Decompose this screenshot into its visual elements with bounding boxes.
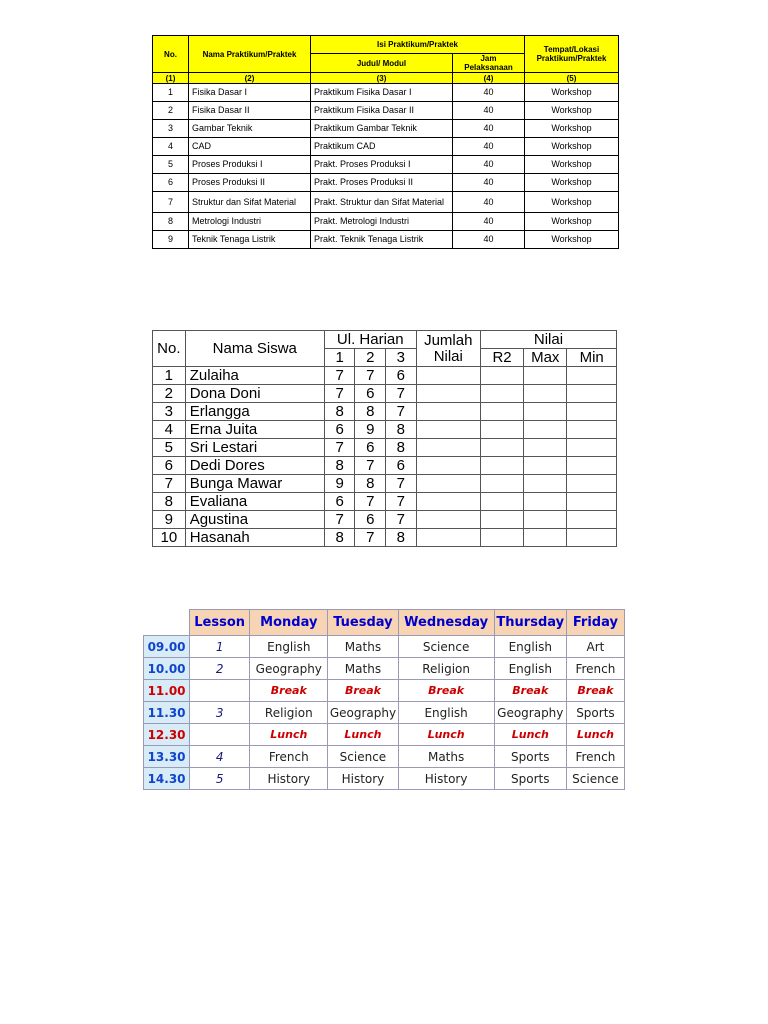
cell-subject: Sports [566,702,624,724]
cell-harian-1: 7 [324,385,355,403]
cell-subject: Religion [250,702,328,724]
cell-nama-siswa: Hasanah [185,529,324,547]
cell-break: Break [494,680,566,702]
header-tempat: Tempat/Lokasi Praktikum/Praktek [525,36,619,73]
cell-harian-3: 7 [386,493,417,511]
cell-harian-2: 9 [355,421,386,439]
cell-lesson-number: 4 [190,746,250,768]
header-no: No. [153,331,186,367]
header-r2: R2 [480,349,523,367]
cell-judul: Prakt. Metrologi Industri [311,213,453,231]
cell-no: 5 [153,156,189,174]
table-row [153,174,619,192]
cell-r2 [480,439,523,457]
table-row [153,403,617,421]
cell-subject: Sports [494,768,566,790]
cell-r2 [480,529,523,547]
cell-harian-1: 6 [324,493,355,511]
table-row [153,213,619,231]
timetable-row [144,680,625,702]
praktikum-table-body [153,84,619,249]
cell-jam: 40 [453,231,525,249]
cell-subject: Science [328,746,398,768]
cell-judul: Prakt. Struktur dan Sifat Material [311,192,453,213]
cell-no: 7 [153,192,189,213]
timetable-row [144,702,625,724]
table-row [153,102,619,120]
cell-tempat: Workshop [525,138,619,156]
cell-jam: 40 [453,156,525,174]
cell-time: 11.00 [144,680,190,702]
cell-subject: Maths [328,636,398,658]
cell-tempat: Workshop [525,156,619,174]
cell-max [524,385,567,403]
cell-nama-siswa: Agustina [185,511,324,529]
cell-harian-2: 6 [355,439,386,457]
cell-tempat: Workshop [525,192,619,213]
cell-break: Break [566,680,624,702]
table-row [153,231,619,249]
cell-tempat: Workshop [525,231,619,249]
cell-judul: Praktikum Fisika Dasar I [311,84,453,102]
cell-nama: CAD [189,138,311,156]
cell-harian-2: 8 [355,403,386,421]
cell-no: 6 [153,457,186,475]
cell-nama: Metrologi Industri [189,213,311,231]
cell-harian-2: 7 [355,529,386,547]
cell-harian-3: 7 [386,403,417,421]
table-row [153,192,619,213]
cell-max [524,439,567,457]
header-corner [144,610,190,636]
cell-time: 12.30 [144,724,190,746]
cell-max [524,457,567,475]
cell-subject: Science [398,636,494,658]
header-min: Min [567,349,617,367]
cell-no: 2 [153,102,189,120]
cell-jam: 40 [453,192,525,213]
cell-harian-2: 7 [355,367,386,385]
header-nama-siswa: Nama Siswa [185,331,324,367]
table-row [153,84,619,102]
cell-jumlah-nilai [416,511,480,529]
table-row [153,367,617,385]
cell-jam: 40 [453,213,525,231]
cell-max [524,493,567,511]
cell-harian-2: 6 [355,511,386,529]
cell-subject: Science [566,768,624,790]
timetable-row [144,658,625,680]
cell-time: 10.00 [144,658,190,680]
cell-lesson-number: 1 [190,636,250,658]
col-number: (2) [189,73,311,84]
cell-r2 [480,367,523,385]
header-jumlah-label: Jumlah [424,331,473,349]
header-ul-harian: Ul. Harian [324,331,416,349]
cell-subject: Geography [250,658,328,680]
header-harian-1: 1 [324,349,355,367]
cell-max [524,529,567,547]
cell-r2 [480,421,523,439]
cell-harian-3: 8 [386,529,417,547]
cell-no: 4 [153,138,189,156]
header-monday: Monday [250,610,328,636]
header-tuesday: Tuesday [328,610,398,636]
cell-r2 [480,493,523,511]
cell-subject: English [494,658,566,680]
cell-jam: 40 [453,174,525,192]
cell-nama: Fisika Dasar I [189,84,311,102]
cell-jumlah-nilai [416,493,480,511]
cell-min [567,493,617,511]
nilai-siswa-table [152,330,617,547]
cell-jam: 40 [453,84,525,102]
cell-tempat: Workshop [525,102,619,120]
table-row [153,385,617,403]
cell-judul: Prakt. Proses Produksi I [311,156,453,174]
cell-break: Lunch [398,724,494,746]
header-friday: Friday [566,610,624,636]
cell-nama-siswa: Erlangga [185,403,324,421]
cell-min [567,529,617,547]
cell-judul: Praktikum CAD [311,138,453,156]
cell-min [567,421,617,439]
cell-no: 3 [153,403,186,421]
cell-tempat: Workshop [525,120,619,138]
cell-subject: French [566,658,624,680]
header-nilai: Nilai [480,331,616,349]
cell-tempat: Workshop [525,213,619,231]
cell-harian-2: 8 [355,475,386,493]
cell-max [524,511,567,529]
header-harian-2: 2 [355,349,386,367]
cell-jumlah-nilai [416,403,480,421]
cell-break: Break [250,680,328,702]
cell-subject: Maths [398,746,494,768]
cell-min [567,385,617,403]
cell-tempat: Workshop [525,84,619,102]
cell-harian-1: 7 [324,439,355,457]
cell-harian-1: 6 [324,421,355,439]
col-number: (1) [153,73,189,84]
cell-max [524,421,567,439]
cell-harian-2: 7 [355,493,386,511]
cell-no: 3 [153,120,189,138]
cell-break: Lunch [328,724,398,746]
cell-break: Lunch [250,724,328,746]
praktikum-table [152,35,619,249]
cell-jam: 40 [453,120,525,138]
header-jam-pelaksanaan: Jam Pelaksanaan [453,54,525,73]
timetable-row [144,636,625,658]
cell-subject: History [250,768,328,790]
cell-nama: Proses Produksi II [189,174,311,192]
cell-no: 6 [153,174,189,192]
cell-lesson-number [190,724,250,746]
table-row [153,138,619,156]
cell-harian-3: 8 [386,439,417,457]
cell-subject: History [328,768,398,790]
header-jumlah-nilai-label: Nilai [433,347,463,365]
header-isi-praktikum: Isi Praktikum/Praktek [311,36,525,54]
cell-break: Lunch [566,724,624,746]
cell-judul: Prakt. Teknik Tenaga Listrik [311,231,453,249]
cell-jumlah-nilai [416,457,480,475]
cell-no: 10 [153,529,186,547]
cell-min [567,511,617,529]
cell-no: 8 [153,493,186,511]
header-jumlah-nilai [416,331,480,367]
cell-lesson-number: 5 [190,768,250,790]
cell-no: 7 [153,475,186,493]
cell-nama-siswa: Dona Doni [185,385,324,403]
cell-harian-1: 8 [324,403,355,421]
cell-subject: Sports [494,746,566,768]
header-harian-3: 3 [386,349,417,367]
cell-max [524,367,567,385]
cell-nama: Teknik Tenaga Listrik [189,231,311,249]
timetable-body [144,636,625,790]
header-thursday: Thursday [494,610,566,636]
cell-subject: Art [566,636,624,658]
table-row [153,493,617,511]
cell-break: Break [398,680,494,702]
timetable-row [144,724,625,746]
table-row [153,511,617,529]
cell-r2 [480,457,523,475]
cell-no: 9 [153,231,189,249]
timetable-row [144,746,625,768]
cell-min [567,457,617,475]
cell-no: 8 [153,213,189,231]
cell-lesson-number: 3 [190,702,250,724]
cell-nama-siswa: Evaliana [185,493,324,511]
cell-break: Lunch [494,724,566,746]
cell-no: 4 [153,421,186,439]
col-number: (5) [525,73,619,84]
table-row [153,439,617,457]
cell-nama: Proses Produksi I [189,156,311,174]
cell-time: 11.30 [144,702,190,724]
cell-break: Break [328,680,398,702]
cell-tempat: Workshop [525,174,619,192]
header-lesson: Lesson [190,610,250,636]
cell-time: 13.30 [144,746,190,768]
cell-time: 09.00 [144,636,190,658]
cell-harian-3: 6 [386,457,417,475]
cell-min [567,475,617,493]
cell-nama: Struktur dan Sifat Material [189,192,311,213]
cell-nama-siswa: Bunga Mawar [185,475,324,493]
cell-max [524,403,567,421]
cell-r2 [480,511,523,529]
cell-nama: Gambar Teknik [189,120,311,138]
cell-judul: Prakt. Proses Produksi II [311,174,453,192]
cell-harian-3: 7 [386,475,417,493]
table-row [153,120,619,138]
cell-harian-1: 8 [324,529,355,547]
cell-jumlah-nilai [416,367,480,385]
cell-jumlah-nilai [416,385,480,403]
cell-r2 [480,403,523,421]
cell-harian-1: 9 [324,475,355,493]
cell-min [567,403,617,421]
cell-lesson-number [190,680,250,702]
cell-harian-3: 6 [386,367,417,385]
cell-subject: English [250,636,328,658]
cell-nama-siswa: Sri Lestari [185,439,324,457]
table-row [153,457,617,475]
cell-subject: French [250,746,328,768]
table-row [153,529,617,547]
header-wednesday: Wednesday [398,610,494,636]
cell-subject: Geography [494,702,566,724]
nilai-siswa-table-body [153,367,617,547]
header-judul-modul: Judul/ Modul [311,54,453,73]
cell-r2 [480,385,523,403]
cell-nama-siswa: Erna Juita [185,421,324,439]
cell-min [567,367,617,385]
cell-subject: History [398,768,494,790]
cell-no: 9 [153,511,186,529]
cell-jam: 40 [453,102,525,120]
cell-min [567,439,617,457]
cell-no: 5 [153,439,186,457]
cell-harian-3: 7 [386,385,417,403]
cell-harian-2: 6 [355,385,386,403]
table-row [153,475,617,493]
cell-subject: English [494,636,566,658]
cell-lesson-number: 2 [190,658,250,680]
col-number: (3) [311,73,453,84]
cell-jumlah-nilai [416,475,480,493]
cell-harian-2: 7 [355,457,386,475]
cell-jumlah-nilai [416,529,480,547]
timetable-row [144,768,625,790]
table-row [153,421,617,439]
cell-harian-3: 8 [386,421,417,439]
cell-judul: Praktikum Fisika Dasar II [311,102,453,120]
cell-subject: Religion [398,658,494,680]
header-max: Max [524,349,567,367]
cell-nama-siswa: Dedi Dores [185,457,324,475]
cell-harian-1: 8 [324,457,355,475]
cell-no: 1 [153,367,186,385]
cell-time: 14.30 [144,768,190,790]
cell-harian-1: 7 [324,511,355,529]
cell-jumlah-nilai [416,439,480,457]
timetable [143,609,625,790]
cell-r2 [480,475,523,493]
cell-jumlah-nilai [416,421,480,439]
header-no: No. [153,36,189,73]
cell-judul: Praktikum Gambar Teknik [311,120,453,138]
cell-subject: Geography [328,702,398,724]
cell-no: 2 [153,385,186,403]
cell-subject: French [566,746,624,768]
cell-max [524,475,567,493]
cell-nama-siswa: Zulaiha [185,367,324,385]
cell-harian-1: 7 [324,367,355,385]
cell-no: 1 [153,84,189,102]
cell-nama: Fisika Dasar II [189,102,311,120]
cell-jam: 40 [453,138,525,156]
cell-subject: Maths [328,658,398,680]
header-nama-praktikum: Nama Praktikum/Praktek [189,36,311,73]
cell-subject: English [398,702,494,724]
table-row [153,156,619,174]
col-number: (4) [453,73,525,84]
cell-harian-3: 7 [386,511,417,529]
